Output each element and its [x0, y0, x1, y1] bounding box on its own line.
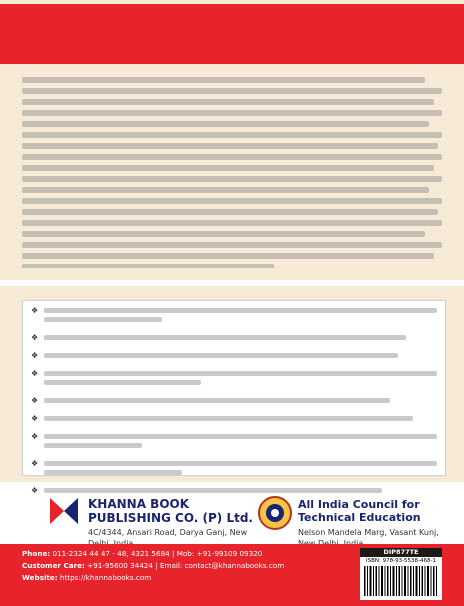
feature-item	[31, 307, 437, 326]
text-line	[22, 132, 442, 138]
khanna-logo-icon	[48, 496, 80, 526]
aicte-seal-icon	[258, 496, 292, 530]
contact-info	[22, 548, 342, 584]
website-link[interactable]: https://khannabooks.com	[59, 573, 152, 582]
text-line	[22, 253, 434, 259]
text-line	[22, 165, 434, 171]
text-line	[22, 242, 442, 248]
bullet-icon: ❖	[31, 414, 39, 423]
phone-value: 011-2324 44 47 - 48, 4321 5684 | Mob: +91-99109 09320	[52, 549, 263, 558]
feature-item	[31, 415, 437, 425]
barcode-icon	[364, 566, 438, 596]
website-label: Website:	[22, 573, 58, 582]
customer-care-label: Customer Care:	[22, 561, 85, 570]
bullet-icon: ❖	[31, 306, 39, 315]
aicte-name: All India Council for Technical Education	[298, 498, 421, 524]
text-line	[22, 264, 274, 268]
text-line	[22, 209, 438, 215]
text-line	[22, 176, 442, 182]
bullet-icon: ❖	[31, 369, 39, 378]
bullet-icon: ❖	[31, 396, 39, 405]
text-line	[22, 99, 434, 105]
text-line	[22, 220, 442, 226]
text-line	[22, 231, 425, 237]
description-text	[22, 72, 442, 268]
text-line	[22, 110, 442, 116]
text-line	[22, 154, 442, 160]
text-line	[22, 121, 429, 127]
book-title	[0, 4, 464, 64]
feature-item	[31, 433, 437, 452]
bullet-icon: ❖	[31, 486, 39, 495]
feature-item	[31, 487, 437, 497]
feature-item	[31, 352, 437, 362]
text-line	[22, 187, 429, 193]
publisher-name: KHANNA BOOK PUBLISHING CO. (P) Ltd.	[88, 497, 253, 525]
publisher-address: 4C/4344, Ansari Road, Darya Ganj, New	[88, 528, 248, 537]
aicte-address: Nelson Mandela Marg, Vasant Kunj,	[298, 528, 439, 537]
text-line	[22, 198, 442, 204]
feature-item	[31, 370, 437, 389]
isbn-text: ISBN: 978-93-5538-468-1	[365, 558, 437, 564]
bullet-icon: ❖	[31, 351, 39, 360]
book-code: DIP877TE	[360, 548, 442, 557]
bullet-icon: ❖	[31, 459, 39, 468]
bullet-icon: ❖	[31, 432, 39, 441]
feature-item	[31, 460, 437, 479]
text-line	[22, 88, 442, 94]
text-line	[22, 77, 425, 83]
features-list	[22, 300, 446, 495]
features-panel	[0, 286, 464, 495]
bullet-icon: ❖	[31, 333, 39, 342]
feature-item	[31, 397, 437, 407]
text-line	[22, 143, 438, 149]
phone-label: Phone:	[22, 549, 51, 558]
customer-care-value: +91-95600 34424 | Email: contact@khannabooks.com	[87, 561, 285, 570]
feature-item	[31, 334, 437, 344]
